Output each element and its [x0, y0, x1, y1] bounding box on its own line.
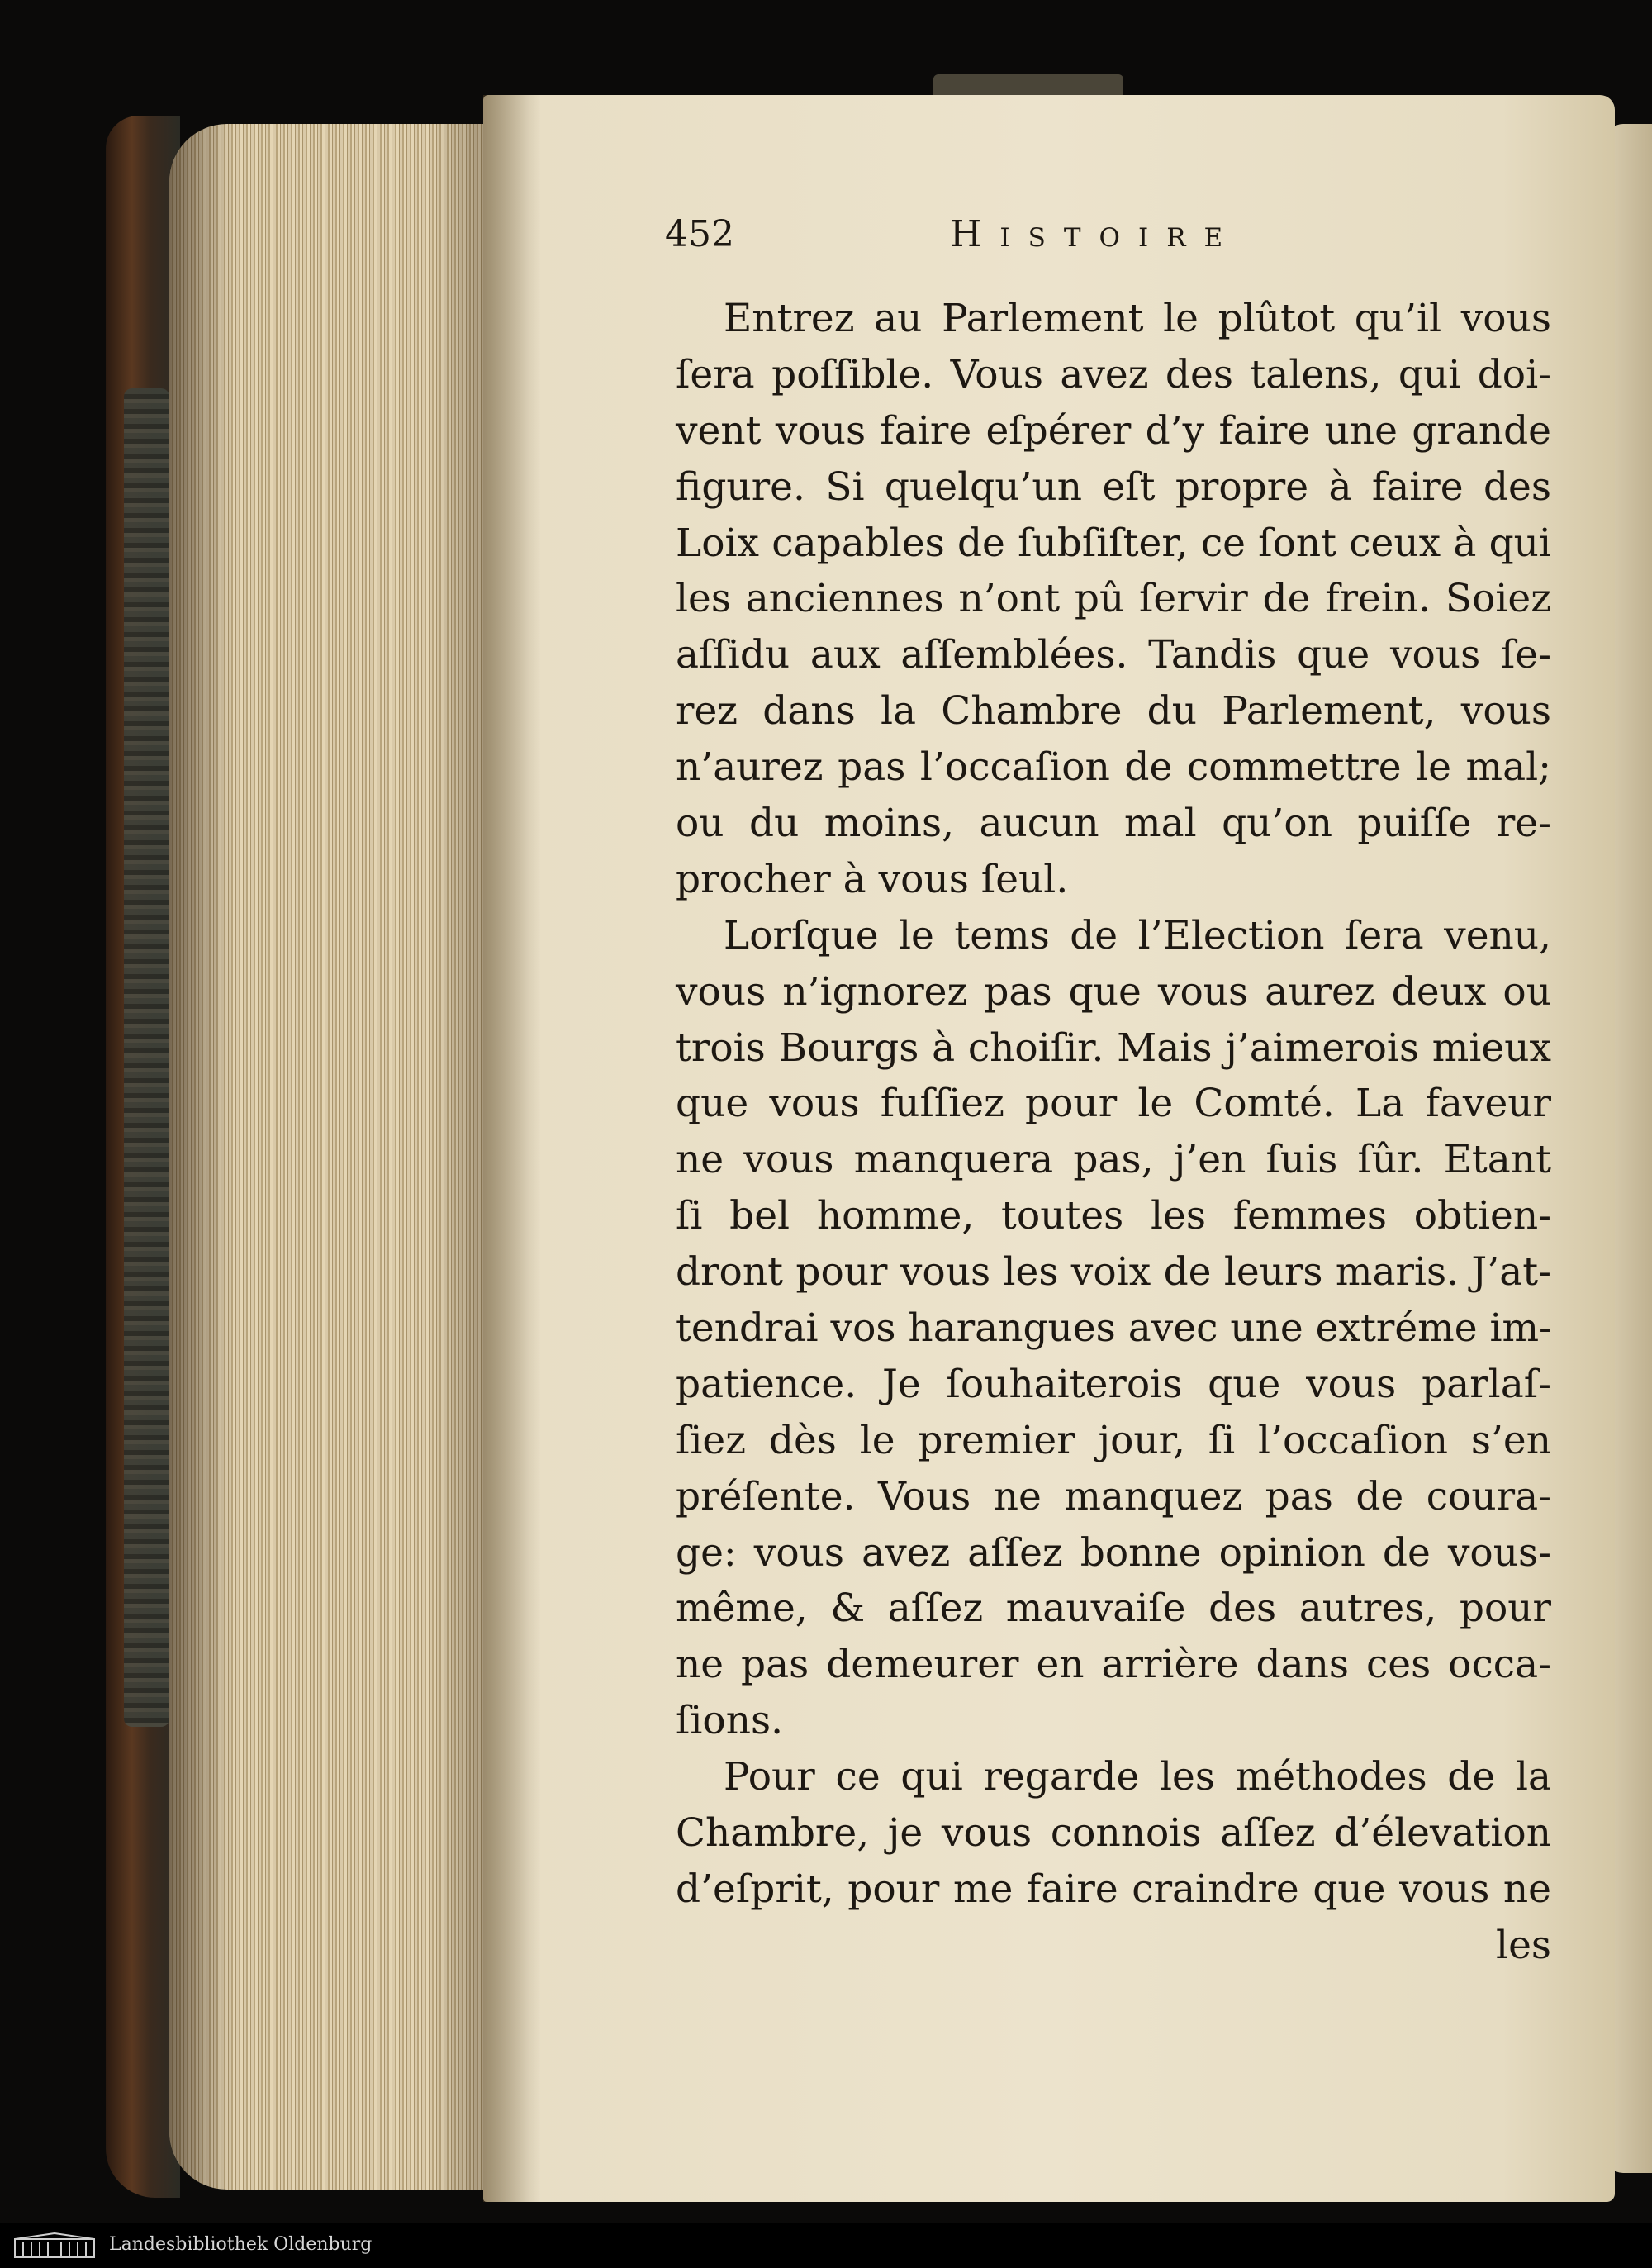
text-line: les anciennes n’ont pû ſervir de frein. Soiez	[676, 576, 1551, 622]
text-line: patience. Je ſouhaiterois que vous parlaſ-	[676, 1361, 1551, 1407]
text-line: dront pour vous les voix de leurs maris. J’at-	[676, 1249, 1551, 1296]
body-text	[676, 291, 1551, 1974]
text-line: d’eſprit, pour me faire craindre que vous ne	[676, 1866, 1551, 1912]
text-line: ſera poſſible. Vous avez des talens, qui doi-	[676, 351, 1551, 397]
page-header	[665, 213, 1557, 271]
text-line: Lorſque le tems de l’Election ſera venu,	[724, 912, 1551, 958]
text-line: Pour ce qui regarde les méthodes de la	[724, 1754, 1551, 1800]
text-line: vous n’ignorez pas que vous aurez deux ou	[676, 968, 1551, 1015]
page-number: 452	[665, 213, 734, 255]
library-name: Landesbibliothek Oldenburg	[109, 2234, 373, 2255]
text-line: Loix capables de ſubſiſter, ce ſont ceux à qui	[676, 520, 1551, 566]
text-line: tendrai vos harangues avec une extréme im-	[676, 1305, 1552, 1352]
text-line: ne pas demeurer en arrière dans ces occa-	[676, 1642, 1551, 1688]
text-line: ſions.	[676, 1698, 784, 1744]
page-edges-shade	[169, 124, 496, 2190]
text-line: rez dans la Chambre du Parlement, vous	[676, 688, 1551, 735]
text-line: que vous fuſſiez pour le Comté. La faveur	[676, 1081, 1551, 1127]
library-logo-icon	[13, 2232, 96, 2259]
text-line: préſente. Vous ne manquez pas de coura-	[676, 1473, 1551, 1519]
text-line: trois Bourgs à choiſir. Mais j’aimerois mieux	[676, 1025, 1551, 1071]
text-line: ſiez dès le premier jour, ſi l’occaſion s’en	[676, 1417, 1551, 1463]
text-line: ſi bel homme, toutes les femmes obtien-	[676, 1193, 1551, 1239]
text-line: aſſidu aux aſſemblées. Tandis que vous ſe-	[676, 632, 1551, 678]
catchword: les	[1496, 1922, 1551, 1968]
text-line: ne vous manquera pas, j’en ſuis ſûr. Etant	[676, 1137, 1551, 1183]
text-line: même, & aſſez mauvaiſe des autres, pour	[676, 1586, 1551, 1632]
running-head: Histoire	[950, 213, 1241, 255]
text-line: ge: vous avez aſſez bonne opinion de vous-	[676, 1529, 1551, 1576]
text-line: ou du moins, aucun mal qu’on puiſſe re-	[676, 801, 1551, 847]
text-line: procher à vous ſeul.	[676, 856, 1069, 902]
text-line: Entrez au Parlement le plûtot qu’il vous	[724, 296, 1551, 341]
text-line: Chambre, je vous connois aſſez d’élevation	[676, 1810, 1551, 1857]
cover-marbling	[124, 388, 169, 1727]
text-line: figure. Si quelqu’un eſt propre à faire des	[676, 464, 1551, 510]
page-gutter-shadow	[483, 95, 541, 2202]
text-line: vent vous faire eſpérer d’y faire une grande	[676, 407, 1551, 454]
text-line: n’aurez pas l’occaſion de commettre le mal;	[676, 744, 1551, 791]
